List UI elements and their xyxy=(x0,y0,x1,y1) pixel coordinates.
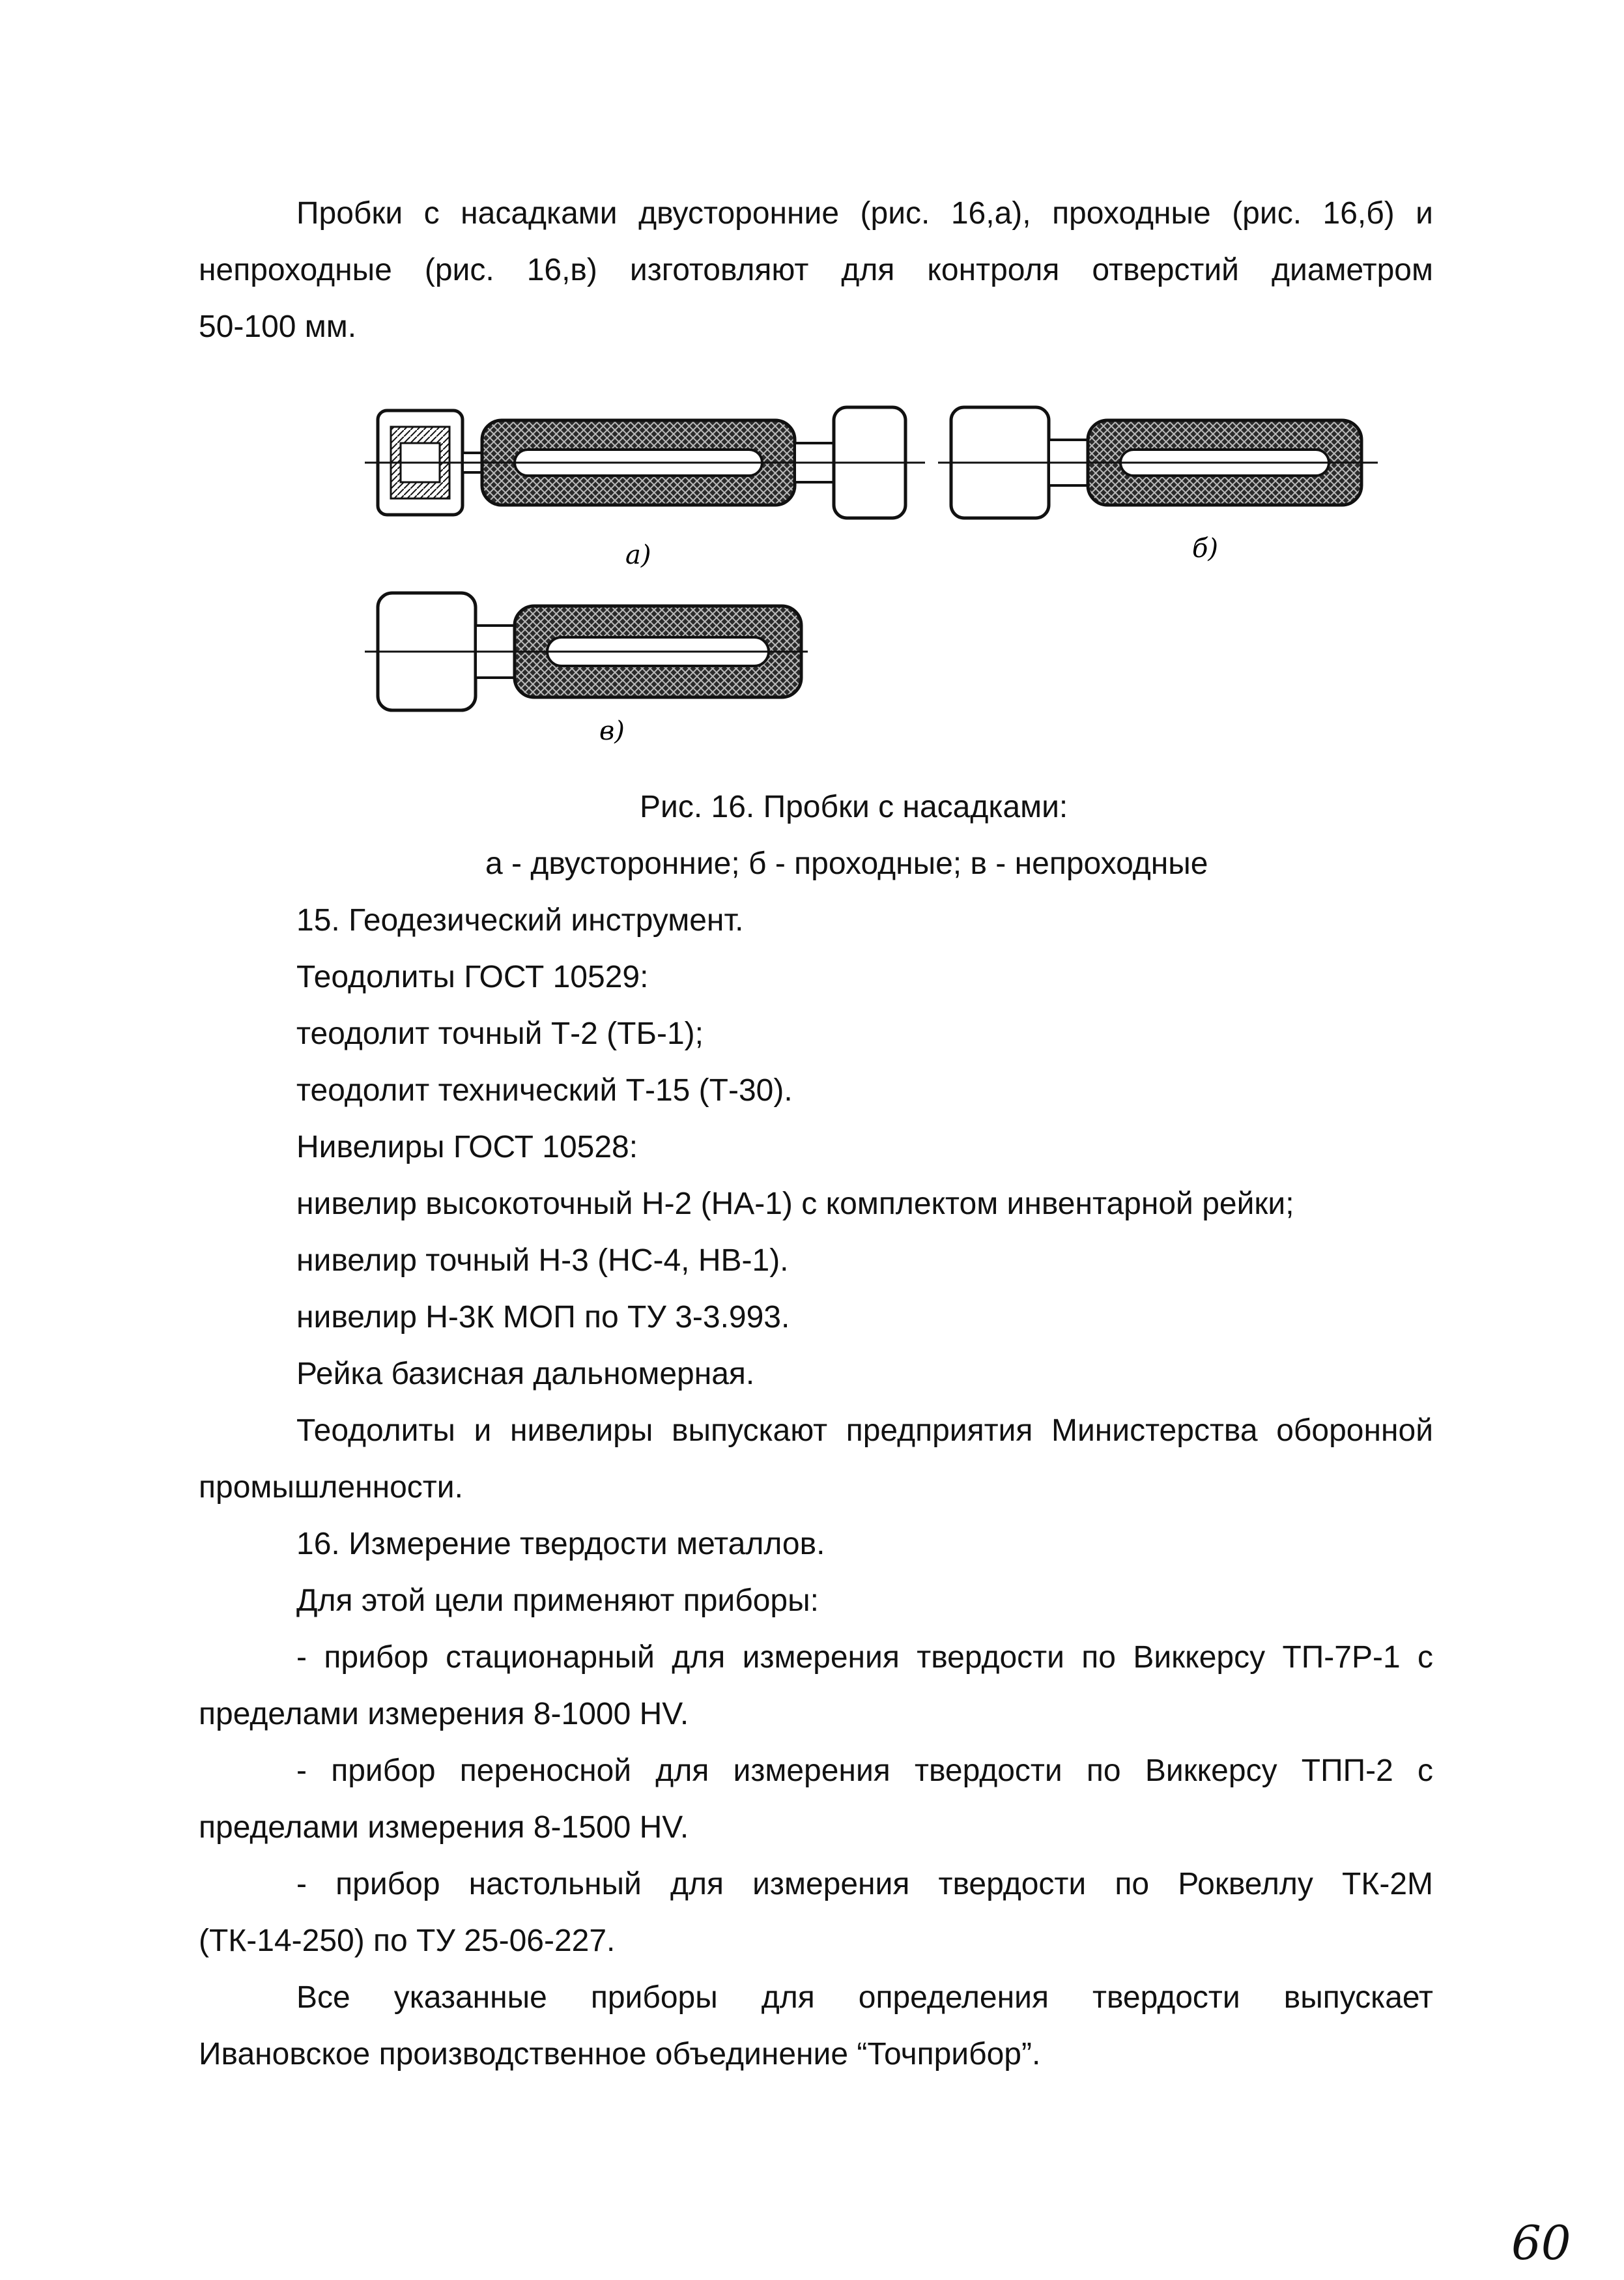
intro-line-3: 50-100 мм. xyxy=(199,310,357,344)
section-16-heading: 16. Измерение твердости металлов. xyxy=(296,1527,825,1561)
plug-double-sided xyxy=(365,407,925,518)
closing-line-2: Ивановское производственное объединение “Точприбор”. xyxy=(199,2037,1041,2071)
intro-line-1: Пробки с насадками двусторонние (рис. 16,а), проходные (рис. 16,б) и xyxy=(296,196,1433,231)
intro-line-2: непроходные (рис. 16,в) изготовляют для контроля отверстий диаметром xyxy=(199,253,1433,287)
list-item: теодолит точный Т-2 (ТБ-1); xyxy=(296,1017,704,1051)
label-v: в) xyxy=(599,716,625,746)
instrument-2-line-1: - прибор переносной для измерения твердости по Виккерсу ТПП-2 с xyxy=(296,1753,1433,1788)
section-15-heading: 15. Геодезический инструмент. xyxy=(296,903,744,938)
label-b: б) xyxy=(1192,534,1219,564)
list-item: нивелир Н-3К МОП по ТУ 3-3.993. xyxy=(296,1300,790,1335)
closing-line-1: Все указанные приборы для определения твердости выпускает xyxy=(296,1980,1433,2015)
section-15-paragraph-line-2: промышленности. xyxy=(199,1470,463,1505)
instrument-3-line-2: (ТК-14-250) по ТУ 25-06-227. xyxy=(199,1924,616,1958)
label-a: а) xyxy=(625,540,651,570)
page-number: 60 xyxy=(1511,2215,1571,2270)
instrument-3-line-1: - прибор настольный для измерения твердости по Роквеллу ТК-2М xyxy=(296,1867,1433,1901)
figure-caption-title: Рис. 16. Пробки с насадками: xyxy=(640,790,1068,824)
figure-caption-legend: а - двусторонние; б - проходные; в - непроходные xyxy=(485,846,1208,881)
plug-gauges-figure xyxy=(365,391,1381,756)
list-item: Рейка базисная дальномерная. xyxy=(296,1357,755,1391)
list-item: нивелир точный Н-3 (НС-4, НВ-1). xyxy=(296,1243,789,1278)
instrument-2-line-2: пределами измерения 8-1500 HV. xyxy=(199,1810,689,1845)
instrument-1-line-2: пределами измерения 8-1000 HV. xyxy=(199,1697,689,1731)
plug-go xyxy=(938,407,1378,518)
instrument-1-line-1: - прибор стационарный для измерения твердости по Виккерсу ТП-7Р-1 с xyxy=(296,1640,1433,1675)
list-item: Нивелиры ГОСТ 10528: xyxy=(296,1130,638,1164)
list-item: теодолит технический Т-15 (Т-30). xyxy=(296,1073,793,1108)
section-16-intro: Для этой цели применяют приборы: xyxy=(296,1583,819,1618)
section-15-paragraph-line-1: Теодолиты и нивелиры выпускают предприятия Министерства оборонной xyxy=(296,1413,1433,1448)
list-item: Теодолиты ГОСТ 10529: xyxy=(296,960,649,994)
plug-no-go xyxy=(365,593,808,710)
list-item: нивелир высокоточный Н-2 (НА-1) с комплектом инвентарной рейки; xyxy=(296,1187,1294,1221)
